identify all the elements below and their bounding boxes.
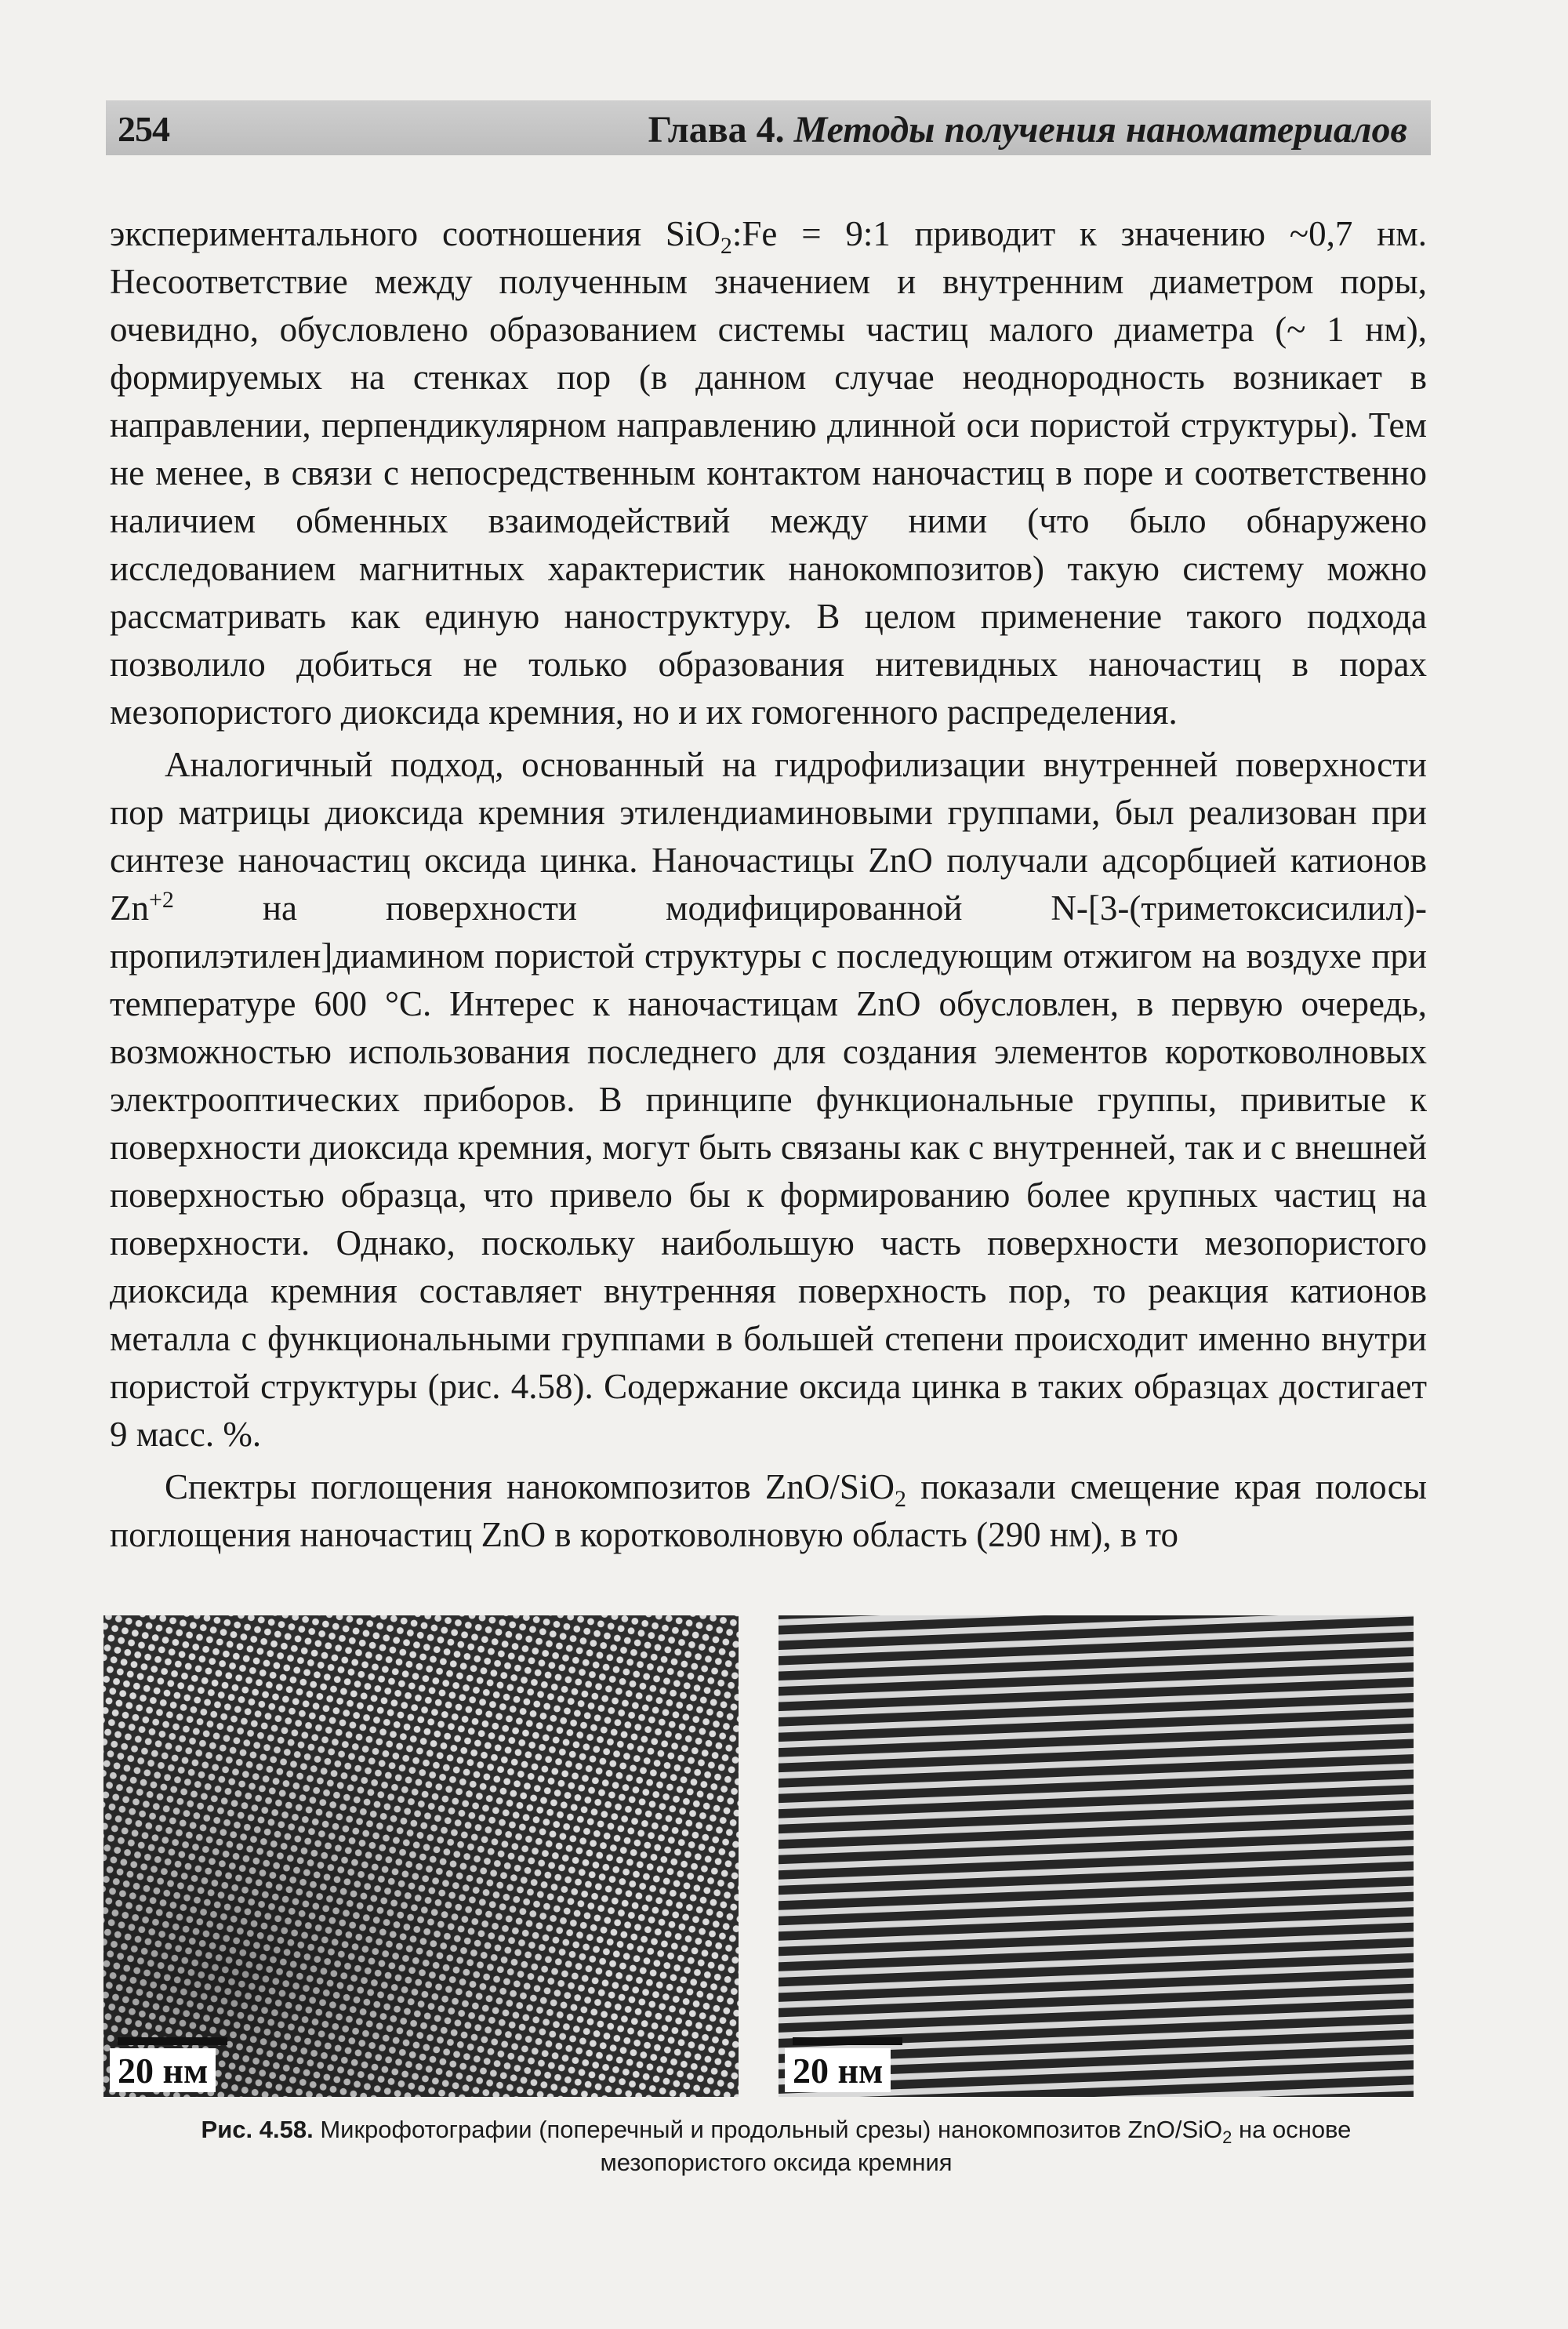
caption-label: Рис. 4.58. [201,2116,314,2143]
page-number: 254 [118,109,169,149]
running-head [648,108,1407,151]
paragraph-1-part-1: экспериментального соотношения SiO [110,214,720,253]
subscript: 2 [720,233,732,259]
paragraph-3-part-2: показали смещение края полосы поглощения наночастиц ZnO в коротковолновую область (290 нм), в то [110,1467,1427,1554]
micrograph-longitudinal-section [779,1615,1414,2097]
figure-caption [125,2113,1427,2179]
chapter-title: Методы получения наноматериалов [793,109,1407,151]
hexagonal-pore-pattern [103,1615,739,2097]
scale-bar-label: 20 нм [118,2051,209,2091]
caption-text-part-2: на основе мезопористого оксида кремния [600,2116,1352,2176]
paragraph-3 [110,1463,1427,1559]
paragraph-2 [110,741,1427,1459]
scale-bar-label: 20 нм [793,2051,884,2091]
paragraph-2-part-1: Аналогичный подход, основанный на гидрофилизации внутренней поверхности пор матрицы диоксида кремния этилендиаминовыми группами, был реализован при синтезе наночастиц оксида цинка. Наночастицы ZnO получали адсорбцией катионов Zn [110,745,1427,928]
paragraph-1 [110,210,1427,736]
paragraph-3-part-1: Спектры поглощения нанокомпозитов ZnO/SiO [165,1467,895,1506]
body-text [110,210,1427,1559]
paragraph-1-part-2: :Fe = 9:1 приводит к значению ~0,7 нм. Несоответствие между полученным значением и внутренним диаметром поры, очевидно, обусловлено образованием системы частиц малого диаметра (~ 1 нм), формируемых на стенках пор (в данном случае неоднородность возникает в направлении, перпендикулярном направлению длинной оси пористой структуры). Тем не менее, в связи с непосредственным контактом наночастиц в поре и соответственно наличием обменных взаимодействий между ними (что было обнаружено исследованием магнитных характеристик нанокомпозитов) такую систему можно рассматривать как единую наноструктуру. В целом применение такого подхода позволило добиться не только образования нитевидных наночастиц в порах мезопористого диоксида кремния, но и их гомогенного распределения. [110,214,1427,732]
chapter-label: Глава 4. [648,109,785,151]
scale-bar-line [793,2037,902,2045]
caption-subscript: 2 [1222,2127,1232,2148]
superscript: +2 [149,887,174,913]
micrograph-cross-section [103,1615,739,2097]
striped-pore-pattern [779,1615,1414,2097]
scale-bar-line [118,2037,227,2045]
scale-bar-left [110,2048,216,2092]
paragraph-2-part-2: на поверхности модифицированной N-[3-(триметоксисилил)-пропилэтилен]диамином пористой структуры с последующим отжигом на воздухе при температуре 600 °С. Интерес к наночастицам ZnO обусловлен, в первую очередь, возможностью использования последнего для создания элементов коротковолновых электрооптических приборов. В принципе функциональные группы, привитые к поверхности диоксида кремния, могут быть связаны как с внутренней, так и с внешней поверхностью образца, что привело бы к формированию более крупных частиц на поверхности. Однако, поскольку наибольшую часть поверхности мезопористого диоксида кремния составляет внутренняя поверхность пор, то реакция катионов металла с функциональными группами в большей степени происходит именно внутри пористой структуры (рис. 4.58). Содержание оксида цинка в таких образцах достигает 9 масс. %. [110,888,1427,1454]
scale-bar-right [785,2048,891,2092]
caption-text-part-1: Микрофотографии (поперечный и продольный срезы) нанокомпозитов ZnO/SiO [313,2116,1223,2143]
subscript: 2 [894,1486,906,1512]
